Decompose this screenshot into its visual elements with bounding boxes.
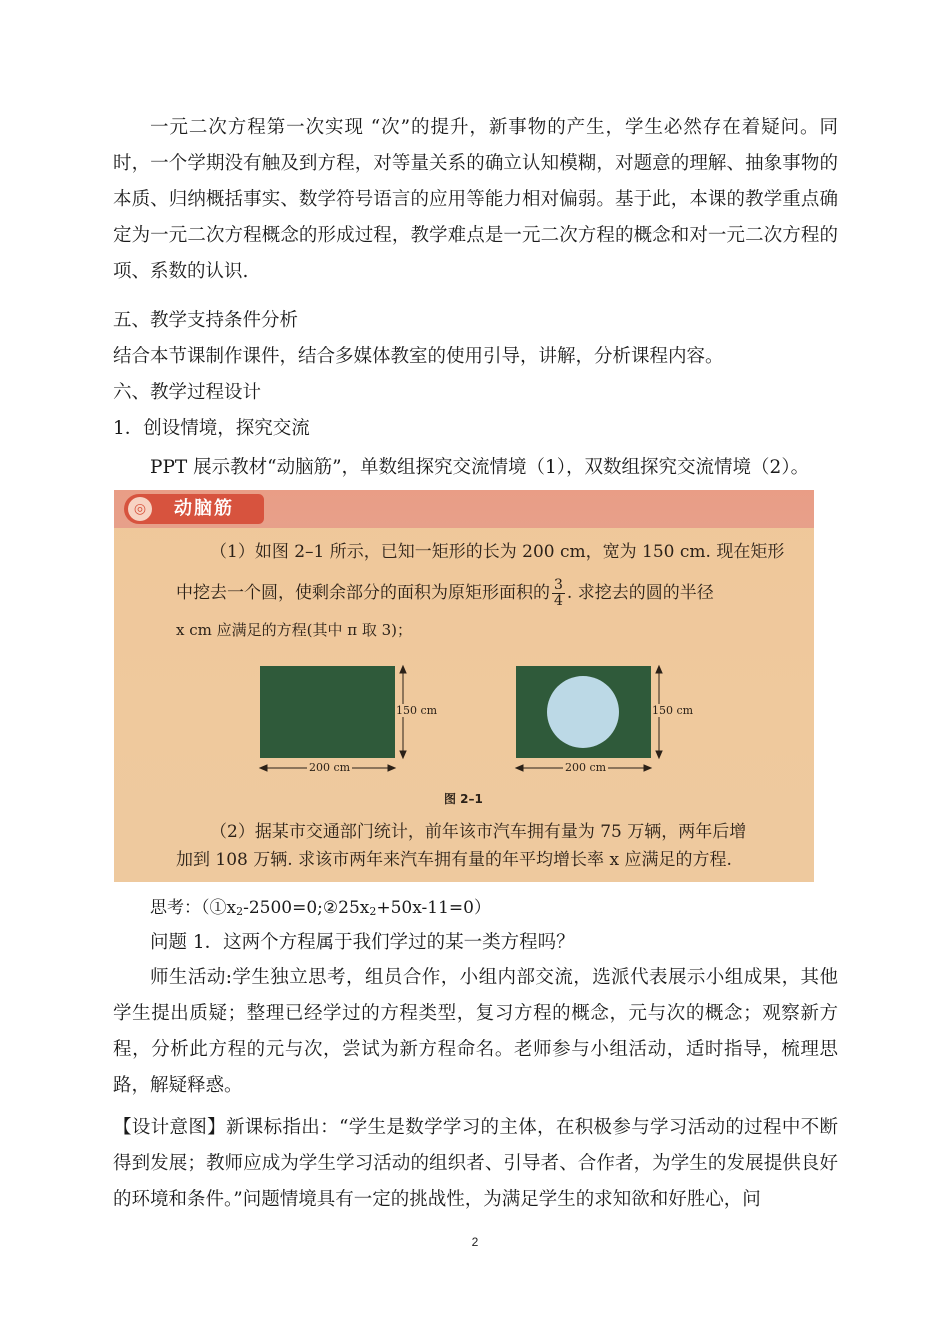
figure-2-1 (114, 490, 814, 790)
fraction-numerator: 3 (554, 577, 563, 593)
solid-rectangle (260, 666, 395, 758)
paragraph-teacher-student-activity: 师生活动:学生独立思考，组员合作，小组内部交流，选派代表展示小组成果，其他学生提出质疑；整理已经学过的方程类型，复习方程的概念，元与次的概念；观察新方程，分析此方程的元与次，尝试为新方程命名。老师参与小组活动，适时指导，梳理思路，解疑释惑。 (113, 967, 838, 1096)
question1-line3: x cm 应满足的方程(其中 π 取 3)； (176, 621, 413, 639)
dimension-width-right: 200 cm (565, 761, 607, 774)
figure-caption: 图 2–1 (444, 792, 483, 806)
section-heading-5: 五、教学支持条件分析 (113, 310, 299, 331)
page-number: 2 (471, 1235, 479, 1249)
paragraph-support-conditions: 结合本节课制作课件，结合多媒体教室的使用引导，讲解，分析课程内容。 (113, 346, 724, 367)
subsection-heading-1: 1．创设情境，探究交流 (113, 418, 310, 439)
paragraph-design-intent: 【设计意图】新课标指出：“学生是数学学习的主体，在积极参与学习活动的过程中不断得到发展；教师应成为学生学习活动的组织者、引导者、合作者，为学生的发展提供良好的环境和条件。”问题情境具有一定的挑战性，为满足学生的求知欲和好胜心，问 (113, 1117, 838, 1210)
paragraph-difficulty-analysis: 一元二次方程第一次实现 “次”的提升，新事物的产生，学生必然存在着疑问。同时，一个学期没有触及到方程，对等量关系的确立认知模糊，对题意的理解、抽象事物的本质、归纳概括事实、数学符号语言的应用等能力相对偏弱。基于此，本课的教学重点确定为一元二次方程概念的形成过程，教学难点是一元二次方程的概念和对一元二次方程的项、系数的认识. (113, 117, 838, 282)
dimension-height-right: 150 cm (652, 704, 694, 717)
thinking-mid: -2500=0;②25x (243, 898, 370, 918)
paragraph-ppt-display: PPT 展示教材“动脑筋”，单数组探究交流情境（1），双数组探究交流情境（2）。 (150, 457, 810, 478)
section-heading-6: 六、教学过程设计 (113, 382, 262, 403)
question2-line2: 加到 108 万辆. 求该市两年来汽车拥有量的年平均增长率 x 应满足的方程. (176, 850, 732, 870)
dimension-height-left: 150 cm (396, 704, 438, 717)
question2-line1: （2）据某市交通部门统计，前年该市汽车拥有量为 75 万辆，两年后增 (210, 822, 747, 842)
textbook-photo (114, 490, 814, 882)
thinking-suffix: +50x-11=0） (376, 898, 491, 918)
thinking-prefix: 思考：（①x (150, 898, 237, 918)
brain-logo-icon: ◎ (128, 497, 152, 521)
question1-line2-end: . 求挖去的圆的半径 (566, 583, 714, 603)
exponent-2: 2 (369, 905, 377, 918)
question1-line2-start: 中挖去一个圆，使剩余部分的面积为原矩形面积的 (176, 583, 550, 603)
exponent-1: 2 (236, 905, 244, 918)
dimension-width-left: 200 cm (309, 761, 351, 774)
question-1: 问题 1．这两个方程属于我们学过的某一类方程吗？ (150, 932, 575, 953)
fraction-denominator: 4 (554, 593, 563, 609)
removed-circle (547, 676, 619, 748)
thinking-equations (150, 890, 491, 928)
banner-title: 动脑筋 (174, 498, 234, 519)
question1-line1: （1）如图 2–1 所示，已知一矩形的长为 200 cm，宽为 150 cm. 现在矩形 (210, 542, 785, 562)
